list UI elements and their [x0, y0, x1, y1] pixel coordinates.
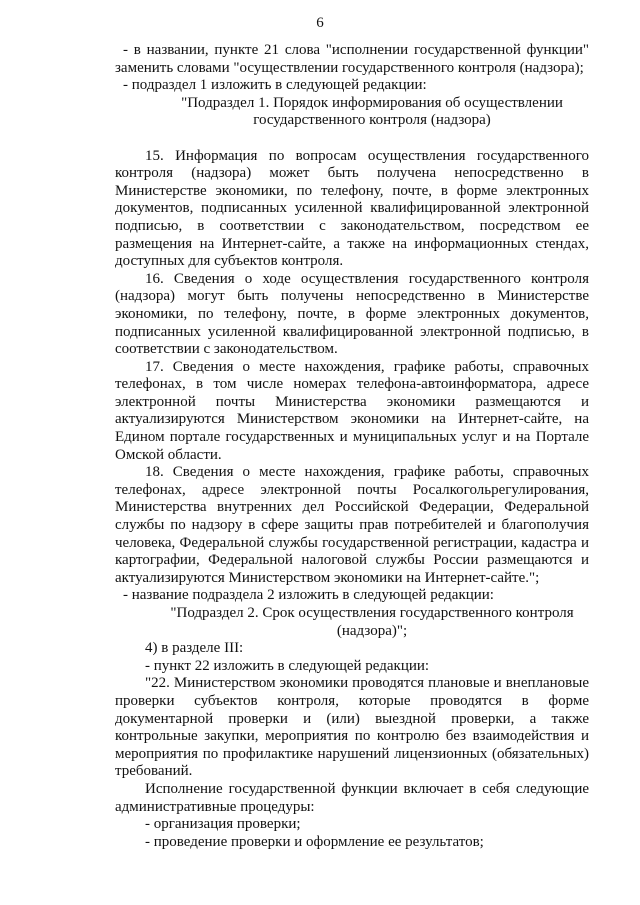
list-item-organization: - организация проверки;	[145, 816, 301, 833]
subsection-1-heading: "Подраздел 1. Порядок информирования об осуществлении государственного контроля (надзора)	[181, 94, 563, 129]
paragraph-subsection-2-intro: - название подраздела 2 изложить в следующей редакции:	[123, 587, 494, 604]
subsection-2-heading: "Подраздел 2. Срок осуществления государственного контроля (надзора)";	[170, 605, 574, 639]
page-number: 6	[316, 15, 324, 31]
paragraph-section-3: 4) в разделе III:	[145, 640, 244, 657]
paragraph-clause-22-intro: - пункт 22 изложить в следующей редакции:	[145, 657, 430, 674]
paragraph-15: 15. Информация по вопросам осуществления государственного контроля (надзора) может быть получена непосредственно в Министерстве экономики, по телефону, почте, в форме электронных документов, подписанных усиленной квалифицированной электронной подписью, в соответствии с законодательством, посредством ее размещения на Интернет-сайте, а также на информационных стендах, доступных для субъектов контроля.	[115, 147, 589, 270]
list-item-conduct: - проведение проверки и оформление ее результатов;	[145, 833, 484, 850]
paragraph-rename-clause: - в названии, пункте 21 слова "исполнении государственной функции" заменить словами "осуществлении государственного контроля (надзора);	[115, 42, 589, 76]
paragraph-procedures: Исполнение государственной функции включает в себя следующие административные процедуры:	[115, 780, 589, 815]
document-body	[115, 42, 589, 851]
paragraph-17: 17. Сведения о месте нахождения, графике работы, справочных телефонах, в том числе номерах телефона-автоинформатора, адресе электронной почты Министерства экономики размещаются и актуализируются Министерством экономики на Интернет-сайте, на Едином портале государственных и муниципальных услуг и на Портале Омской области.	[115, 358, 589, 463]
paragraph-16: 16. Сведения о ходе осуществления государственного контроля (надзора) могут быть получены непосредственно в Министерстве экономики, по телефону, почте, в форме электронных документов, подписанных усиленной квалифицированной электронной подписью, в соответствии с законодательством.	[115, 270, 589, 358]
paragraph-subsection-1-intro: - подраздел 1 изложить в следующей редакции:	[123, 77, 427, 94]
paragraph-18: 18. Сведения о месте нахождения, графике работы, справочных телефонах, адресе электронной почты Росалкогольрегулирования, Министерства внутренних дел Российской Федерации, Федеральной службы по надзору в сфере защиты прав потребителей и благополучия человека, Федеральной службы государственной регистрации, кадастра и картографии, Федеральной налоговой службы России размещаются и актуализируются Министерством экономики на Интернет-сайте.";	[115, 464, 589, 586]
paragraph-22: "22. Министерством экономики проводятся плановые и внеплановые проверки субъектов контроля, которые проводятся в форме документарной проверки и (или) выездной проверки, а также контрольные закупки, мероприятия по контролю без взаимодействия и мероприятия по профилактике нарушений лицензионных (обязательных) требований.	[115, 675, 589, 780]
